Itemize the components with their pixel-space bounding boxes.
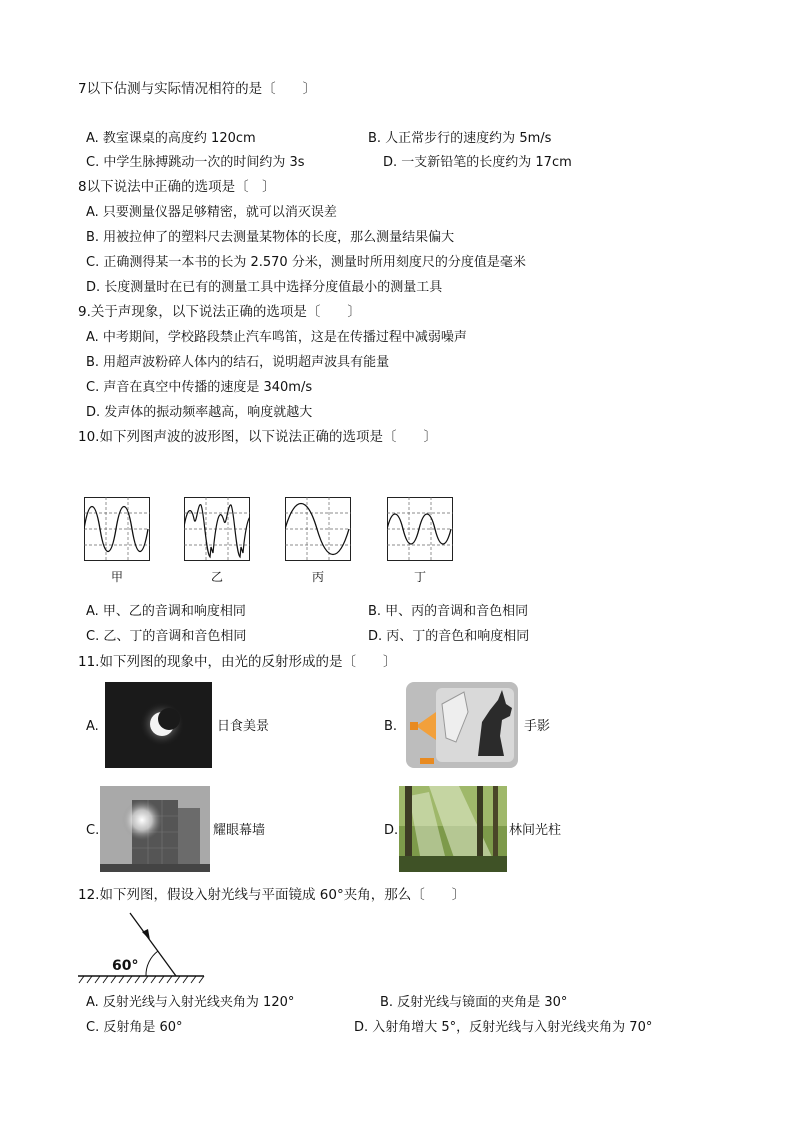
q9-stem: 9.关于声现象，以下说法正确的选项是〔 〕 [78,304,361,320]
angle-arc [146,951,158,976]
q10-option-d: D. 丙、丁的音色和响度相同 [368,629,530,644]
q10-option-b: B. 甲、丙的音调和音色相同 [368,604,529,619]
q7-stem: 7以下估测与实际情况相符的是〔 〕 [78,81,317,97]
q11-stem: 11.如下列图的现象中，由光的反射形成的是〔 〕 [78,654,397,670]
q10-option-a: A. 甲、乙的音调和响度相同 [86,604,246,619]
q8-stem: 8以下说法中正确的选项是〔 〕 [78,179,276,195]
q10-stem: 10.如下列图声波的波形图，以下说法正确的选项是〔 〕 [78,429,437,445]
q10-option-c: C. 乙、丁的音调和音色相同 [86,629,247,644]
wave-label-ding: 丁 [413,570,426,584]
solar-eclipse-photo [105,682,212,768]
q12-option-b: B. 反射光线与镜面的夹角是 30° [380,995,568,1010]
mirror-diagram [76,910,208,990]
q12-option-c: C. 反射角是 60° [86,1020,183,1035]
q12-option-d: D. 入射角增大 5°，反射光线与入射光线夹角为 70° [354,1020,653,1035]
q7-option-a: A. 教室课桌的高度约 120cm [86,131,256,146]
q9-option-a: A. 中考期间，学校路段禁止汽车鸣笛，这是在传播过程中减弱噪声 [86,330,467,345]
hand-shadow-photo [406,682,518,768]
q11-caption-d: 林间光柱 [509,823,562,838]
waveform-ding [387,497,453,561]
q9-option-b: B. 用超声波粉碎人体内的结石，说明超声波具有能量 [86,355,390,370]
q7-option-b: B. 人正常步行的速度约为 5m/s [368,131,552,146]
q11-caption-a: 日食美景 [217,719,270,734]
q8-option-c: C. 正确测得某一本书的长为 2.570 分米，测量时所用刻度尺的分度值是毫米 [86,255,526,270]
q7-option-d: D. 一支新铅笔的长度约为 17cm [383,155,572,170]
q11-letter-b: B. [384,719,398,734]
q11-caption-c: 耀眼幕墙 [213,823,266,838]
q8-option-d: D. 长度测量时在已有的测量工具中选择分度值最小的测量工具 [86,280,443,295]
q11-letter-c: C. [86,823,100,838]
q12-stem: 12.如下列图，假设入射光线与平面镜成 60°夹角，那么〔 〕 [78,887,466,903]
glass-curtain-wall-photo [100,786,210,872]
wave-label-bing: 丙 [311,570,324,584]
q8-option-a: A. 只要测量仪器足够精密，就可以消灭误差 [86,205,337,220]
q8-option-b: B. 用被拉伸了的塑料尺去测量某物体的长度，那么测量结果偏大 [86,230,455,245]
forest-light-beams-photo [399,786,507,872]
q11-caption-b: 手影 [524,719,551,734]
q9-option-c: C. 声音在真空中传播的速度是 340m/s [86,380,313,395]
mirror-hatching [79,976,204,983]
wave-label-jia: 甲 [110,570,123,584]
q11-letter-a: A. [86,719,99,734]
wave-label-yi: 乙 [210,570,223,584]
q7-option-c: C. 中学生脉搏跳动一次的时间约为 3s [86,155,305,170]
q9-option-d: D. 发声体的振动频率越高，响度就越大 [86,405,313,420]
angle-label: 60° [112,958,139,974]
waveform-yi [184,497,250,561]
waveform-bing [285,497,351,561]
waveform-jia [84,497,150,561]
q11-letter-d: D. [384,823,399,838]
q12-option-a: A. 反射光线与入射光线夹角为 120° [86,995,295,1010]
